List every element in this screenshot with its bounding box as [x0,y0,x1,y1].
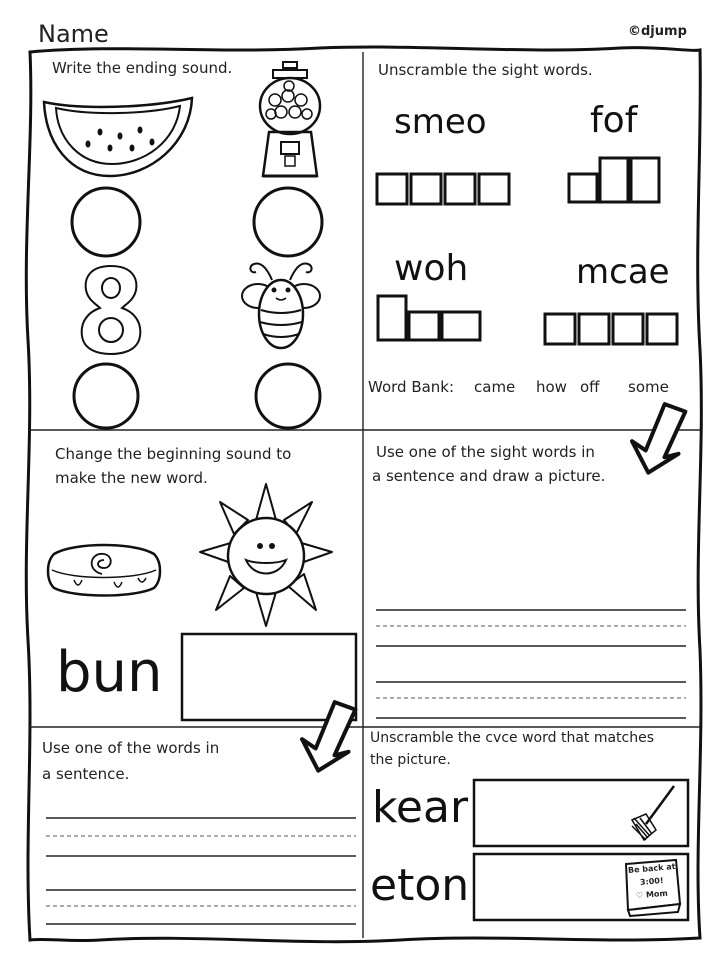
word-bank-label: Word Bank: [368,378,455,396]
arrow-down-left-icon [630,400,690,480]
word-bun: bun [56,640,163,705]
cvce-word-1: kear [372,782,469,833]
letter-boxes-2[interactable] [568,156,668,206]
cinnamon-bun-icon [44,540,164,600]
bee-icon [236,256,326,356]
letter-boxes-1[interactable] [376,170,516,210]
word-bank-word-4: some [628,378,669,396]
writing-lines-q5[interactable] [44,806,364,936]
scrambled-word-4: mcae [576,252,670,292]
sun-icon [196,480,336,630]
scrambled-word-2: fof [590,100,638,141]
note-line-1: Be back at [627,861,676,876]
note-line-2: 3:00! [639,875,664,888]
scrambled-word-1: smeo [394,102,487,142]
word-bank-word-1: came [474,378,516,396]
gumball-machine-icon [255,60,325,180]
writing-lines-q4[interactable] [374,596,694,726]
q2-instruction: Unscramble the sight words. [378,61,593,79]
arrow-down-left-icon-2 [300,698,360,778]
number-eight-icon [76,262,146,356]
scrambled-word-3: woh [394,248,469,289]
q6-instruction-line1: Unscramble the cvce word that matches [370,730,655,746]
q5-instruction-line2: a sentence. [42,765,130,783]
cvce-word-2: eton [370,860,470,911]
note-line-3: ♡ Mom [635,888,669,901]
word-bank-word-3: off [580,378,600,396]
q3-instruction-line1: Change the beginning sound to [55,445,292,463]
answer-circle-3[interactable] [66,362,146,442]
answer-circle-4[interactable] [248,362,328,442]
word-bank-word-2: how [536,378,567,396]
letter-boxes-4[interactable] [544,310,684,350]
answer-circle-2[interactable] [248,184,328,264]
answer-circle-1[interactable] [66,184,146,264]
q6-instruction-line2: the picture. [370,752,451,768]
name-label: Name [38,20,109,48]
q5-instruction-line1: Use one of the words in [42,739,220,757]
rake-icon [626,784,686,844]
q4-instruction-line1: Use one of the sight words in [376,443,595,461]
q3-instruction-line2: make the new word. [55,469,208,487]
watermelon-icon [40,94,200,184]
letter-boxes-3[interactable] [376,294,486,344]
q4-instruction-line2: a sentence and draw a picture. [372,467,606,485]
q1-instruction: Write the ending sound. [52,59,233,77]
credit-text: ©djump [628,24,687,39]
